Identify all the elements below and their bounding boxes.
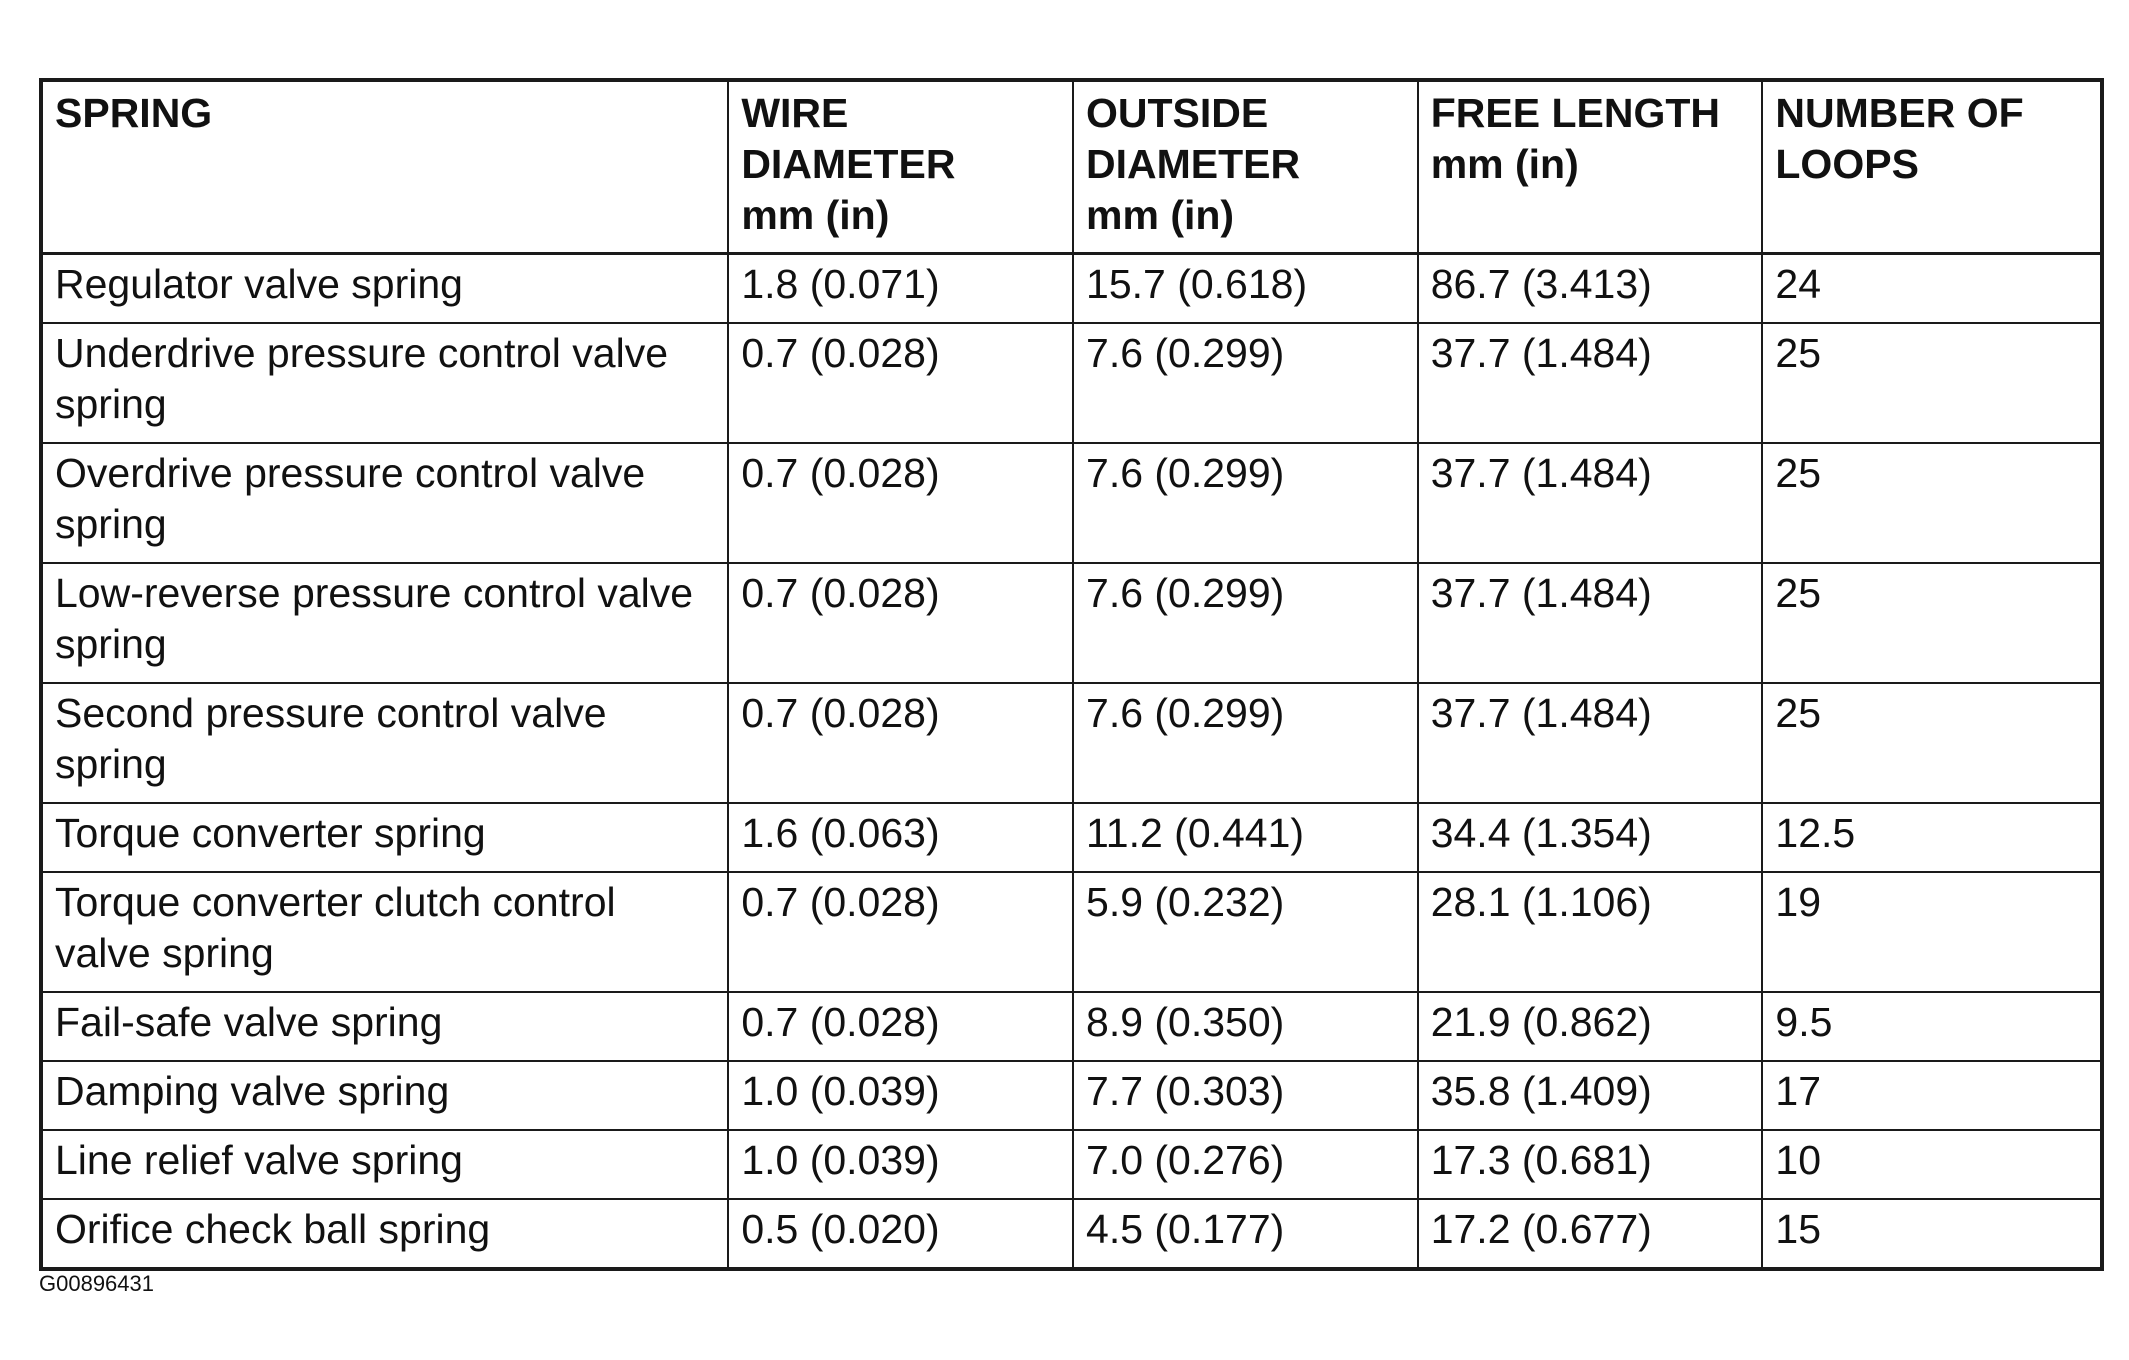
table-row: [41, 872, 2102, 992]
cell-free-length: 37.7 (1.484): [1418, 323, 1763, 443]
header-free-length: FREE LENGTH mm (in): [1418, 80, 1763, 254]
cell-number-of-loops: 15: [1762, 1199, 2102, 1269]
cell-free-length: 17.3 (0.681): [1418, 1130, 1763, 1199]
header-wire-diameter: WIRE DIAMETER mm (in): [728, 80, 1073, 254]
table-row: [41, 803, 2102, 872]
cell-outside-diameter: 7.6 (0.299): [1073, 443, 1418, 563]
cell-free-length: 35.8 (1.409): [1418, 1061, 1763, 1130]
cell-free-length: 37.7 (1.484): [1418, 443, 1763, 563]
spring-specification-table: [39, 78, 2104, 1271]
cell-spring-name: Second pressure control valve spring: [41, 683, 728, 803]
cell-number-of-loops: 19: [1762, 872, 2102, 992]
cell-wire-diameter: 0.7 (0.028): [728, 683, 1073, 803]
cell-free-length: 86.7 (3.413): [1418, 254, 1763, 324]
cell-free-length: 28.1 (1.106): [1418, 872, 1763, 992]
cell-outside-diameter: 11.2 (0.441): [1073, 803, 1418, 872]
table-row: [41, 323, 2102, 443]
cell-outside-diameter: 5.9 (0.232): [1073, 872, 1418, 992]
cell-outside-diameter: 7.6 (0.299): [1073, 683, 1418, 803]
cell-spring-name: Underdrive pressure control valve spring: [41, 323, 728, 443]
cell-wire-diameter: 0.5 (0.020): [728, 1199, 1073, 1269]
figure-id: G00896431: [39, 1271, 154, 1296]
cell-free-length: 34.4 (1.354): [1418, 803, 1763, 872]
cell-outside-diameter: 7.0 (0.276): [1073, 1130, 1418, 1199]
cell-free-length: 37.7 (1.484): [1418, 563, 1763, 683]
cell-number-of-loops: 9.5: [1762, 992, 2102, 1061]
cell-wire-diameter: 1.6 (0.063): [728, 803, 1073, 872]
cell-spring-name: Line relief valve spring: [41, 1130, 728, 1199]
cell-outside-diameter: 15.7 (0.618): [1073, 254, 1418, 324]
table-row: [41, 254, 2102, 324]
cell-wire-diameter: 0.7 (0.028): [728, 992, 1073, 1061]
cell-number-of-loops: 25: [1762, 443, 2102, 563]
cell-outside-diameter: 8.9 (0.350): [1073, 992, 1418, 1061]
cell-free-length: 21.9 (0.862): [1418, 992, 1763, 1061]
cell-free-length: 17.2 (0.677): [1418, 1199, 1763, 1269]
cell-spring-name: Torque converter spring: [41, 803, 728, 872]
cell-spring-name: Orifice check ball spring: [41, 1199, 728, 1269]
table-row: [41, 1130, 2102, 1199]
cell-wire-diameter: 1.0 (0.039): [728, 1061, 1073, 1130]
table-row: [41, 443, 2102, 563]
cell-number-of-loops: 25: [1762, 323, 2102, 443]
cell-wire-diameter: 0.7 (0.028): [728, 563, 1073, 683]
cell-spring-name: Regulator valve spring: [41, 254, 728, 324]
cell-spring-name: Overdrive pressure control valve spring: [41, 443, 728, 563]
table-row: [41, 563, 2102, 683]
table-row: [41, 1199, 2102, 1269]
cell-free-length: 37.7 (1.484): [1418, 683, 1763, 803]
header-number-of-loops: NUMBER OF LOOPS: [1762, 80, 2102, 254]
cell-outside-diameter: 7.7 (0.303): [1073, 1061, 1418, 1130]
cell-number-of-loops: 25: [1762, 563, 2102, 683]
header-spring: SPRING: [41, 80, 728, 254]
cell-number-of-loops: 17: [1762, 1061, 2102, 1130]
cell-spring-name: Low-reverse pressure control valve spring: [41, 563, 728, 683]
cell-wire-diameter: 1.8 (0.071): [728, 254, 1073, 324]
cell-number-of-loops: 10: [1762, 1130, 2102, 1199]
cell-spring-name: Damping valve spring: [41, 1061, 728, 1130]
cell-wire-diameter: 0.7 (0.028): [728, 872, 1073, 992]
cell-number-of-loops: 24: [1762, 254, 2102, 324]
cell-spring-name: Fail-safe valve spring: [41, 992, 728, 1061]
cell-wire-diameter: 0.7 (0.028): [728, 323, 1073, 443]
cell-outside-diameter: 7.6 (0.299): [1073, 563, 1418, 683]
table-row: [41, 683, 2102, 803]
header-outside-diameter: OUTSIDE DIAMETER mm (in): [1073, 80, 1418, 254]
cell-spring-name: Torque converter clutch control valve spring: [41, 872, 728, 992]
cell-number-of-loops: 12.5: [1762, 803, 2102, 872]
table-row: [41, 1061, 2102, 1130]
cell-number-of-loops: 25: [1762, 683, 2102, 803]
cell-outside-diameter: 4.5 (0.177): [1073, 1199, 1418, 1269]
cell-outside-diameter: 7.6 (0.299): [1073, 323, 1418, 443]
table-row: [41, 992, 2102, 1061]
table-header-row: [41, 80, 2102, 254]
cell-wire-diameter: 0.7 (0.028): [728, 443, 1073, 563]
cell-wire-diameter: 1.0 (0.039): [728, 1130, 1073, 1199]
